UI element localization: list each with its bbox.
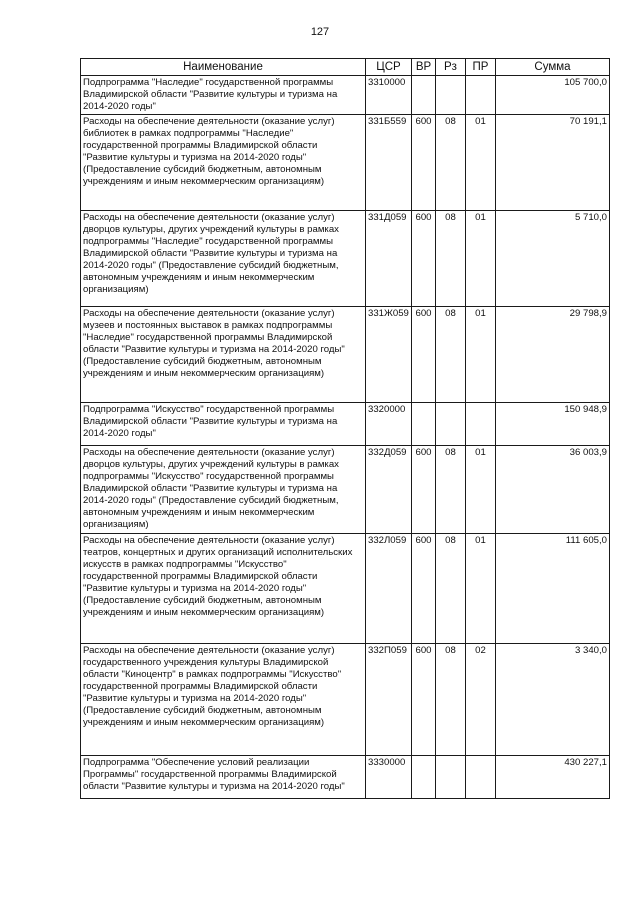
row-sum: 111 605,0 bbox=[496, 534, 610, 644]
row-sum: 105 700,0 bbox=[496, 76, 610, 115]
table-row bbox=[81, 644, 610, 756]
row-vr: 600 bbox=[412, 534, 436, 644]
row-sum: 36 003,9 bbox=[496, 446, 610, 534]
row-pr bbox=[466, 76, 496, 115]
table-row bbox=[81, 76, 610, 115]
row-rz bbox=[436, 756, 466, 799]
table-row bbox=[81, 756, 610, 799]
row-rz: 08 bbox=[436, 115, 466, 211]
row-rz bbox=[436, 403, 466, 446]
table-row bbox=[81, 403, 610, 446]
row-rz: 08 bbox=[436, 644, 466, 756]
row-name: Расходы на обеспечение деятельности (оказание услуг) государственного учреждения культуры Владимирской области "Киноцентр" в рамках подпрограммы "Искусство" государственной программы Владимирской области "Развитие культуры и туризма на 2014-2020 годы" (Предоставление субсидий бюджетным, автономным учреждениям и иным некоммерческим организациям) bbox=[81, 644, 366, 756]
table-row bbox=[81, 446, 610, 534]
row-csr: 3330000 bbox=[366, 756, 412, 799]
row-sum: 5 710,0 bbox=[496, 211, 610, 307]
row-rz: 08 bbox=[436, 307, 466, 403]
table-row bbox=[81, 211, 610, 307]
table-row bbox=[81, 115, 610, 211]
row-name: Подпрограмма "Наследие" государственной программы Владимирской области "Развитие культуры и туризма на 2014-2020 годы" bbox=[81, 76, 366, 115]
row-name: Расходы на обеспечение деятельности (оказание услуг) библиотек в рамках подпрограммы "Наследие" государственной программы Владимирской области "Развитие культуры и туризма на 2014-2020 годы" (Предоставление субсидий бюджетным, автономным учреждениям и иным некоммерческим организациям) bbox=[81, 115, 366, 211]
row-vr: 600 bbox=[412, 644, 436, 756]
row-pr: 01 bbox=[466, 115, 496, 211]
row-sum: 70 191,1 bbox=[496, 115, 610, 211]
row-rz bbox=[436, 76, 466, 115]
row-vr: 600 bbox=[412, 307, 436, 403]
row-rz: 08 bbox=[436, 534, 466, 644]
row-name: Расходы на обеспечение деятельности (оказание услуг) дворцов культуры, других учреждений культуры в рамках подпрограммы "Искусство" государственной программы Владимирской области "Развитие культуры и туризма на 2014-2020 годы" (Предоставление субсидий бюджетным, автономным учреждениям и иным некоммерческим организациям) bbox=[81, 446, 366, 534]
row-rz: 08 bbox=[436, 211, 466, 307]
budget-table bbox=[80, 58, 610, 799]
row-name: Подпрограмма "Обеспечение условий реализации Программы" государственной программы Владимирской области "Развитие культуры и туризма на 2014-2020 годы" bbox=[81, 756, 366, 799]
row-pr bbox=[466, 756, 496, 799]
row-csr: 331Б559 bbox=[366, 115, 412, 211]
row-pr: 01 bbox=[466, 534, 496, 644]
row-csr: 3320000 bbox=[366, 403, 412, 446]
row-pr bbox=[466, 403, 496, 446]
row-name: Расходы на обеспечение деятельности (оказание услуг) дворцов культуры, других учреждений культуры в рамках подпрограммы "Наследие" государственной программы Владимирской области "Развитие культуры и туризма на 2014-2020 годы" (Предоставление субсидий бюджетным, автономным учреждениям и иным некоммерческим организациям) bbox=[81, 211, 366, 307]
row-sum: 29 798,9 bbox=[496, 307, 610, 403]
row-vr bbox=[412, 756, 436, 799]
row-vr: 600 bbox=[412, 115, 436, 211]
row-vr bbox=[412, 76, 436, 115]
header-csr: ЦСР bbox=[366, 59, 412, 76]
row-name: Расходы на обеспечение деятельности (оказание услуг) музеев и постоянных выставок в рамках подпрограммы "Наследие" государственной программы Владимирской области "Развитие культуры и туризма на 2014-2020 годы" (Предоставление субсидий бюджетным, автономным учреждениям и иным некоммерческим организациям) bbox=[81, 307, 366, 403]
row-csr: 331Д059 bbox=[366, 211, 412, 307]
header-pr: ПР bbox=[466, 59, 496, 76]
row-rz: 08 bbox=[436, 446, 466, 534]
row-vr bbox=[412, 403, 436, 446]
row-csr: 332Д059 bbox=[366, 446, 412, 534]
row-csr: 331Ж059 bbox=[366, 307, 412, 403]
row-pr: 01 bbox=[466, 446, 496, 534]
row-vr: 600 bbox=[412, 446, 436, 534]
row-vr: 600 bbox=[412, 211, 436, 307]
table-row bbox=[81, 534, 610, 644]
header-rz: Рз bbox=[436, 59, 466, 76]
row-csr: 332Л059 bbox=[366, 534, 412, 644]
row-csr: 3310000 bbox=[366, 76, 412, 115]
row-csr: 332П059 bbox=[366, 644, 412, 756]
row-pr: 01 bbox=[466, 211, 496, 307]
page-number: 127 bbox=[310, 26, 330, 38]
header-sum: Сумма bbox=[496, 59, 610, 76]
row-sum: 150 948,9 bbox=[496, 403, 610, 446]
table-header-row bbox=[81, 59, 610, 76]
header-vr: ВР bbox=[412, 59, 436, 76]
row-pr: 01 bbox=[466, 307, 496, 403]
row-name: Подпрограмма "Искусство" государственной программы Владимирской области "Развитие культуры и туризма на 2014-2020 годы" bbox=[81, 403, 366, 446]
row-sum: 430 227,1 bbox=[496, 756, 610, 799]
row-name: Расходы на обеспечение деятельности (оказание услуг) театров, концертных и других организаций исполнительских искусств в рамках подпрограммы "Искусство" государственной программы Владимирской области "Развитие культуры и туризма на 2014-2020 годы" (Предоставление субсидий бюджетным, автономным учреждениям и иным некоммерческим организациям) bbox=[81, 534, 366, 644]
table-row bbox=[81, 307, 610, 403]
header-name: Наименование bbox=[81, 59, 366, 76]
row-pr: 02 bbox=[466, 644, 496, 756]
row-sum: 3 340,0 bbox=[496, 644, 610, 756]
